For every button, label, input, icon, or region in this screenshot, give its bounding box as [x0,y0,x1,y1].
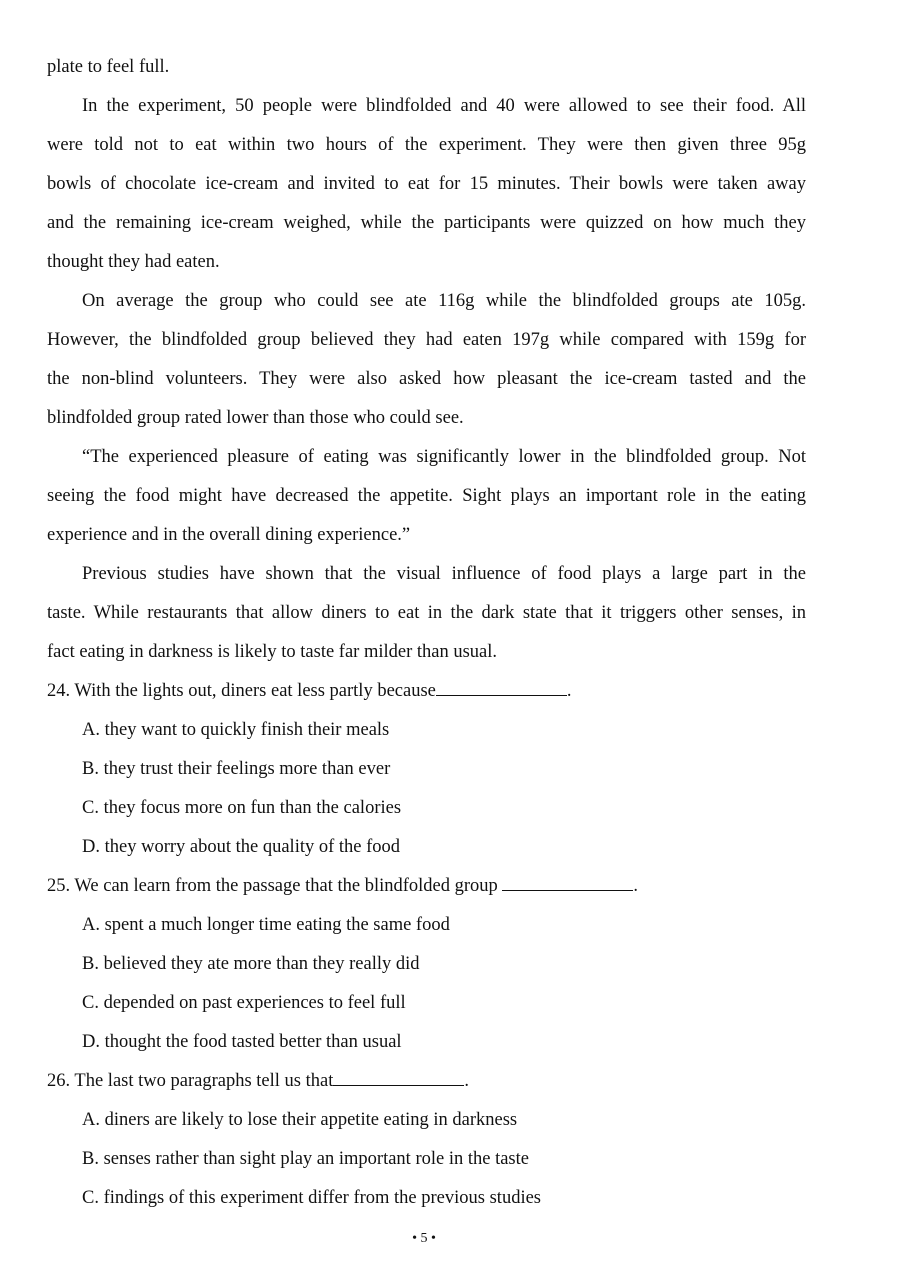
option-c[interactable]: C. findings of this experiment differ from the previous studies [82,1188,541,1208]
document-page [47,48,806,1218]
option-a[interactable]: A. spent a much longer time eating the same food [82,915,450,935]
question-stem-text: 24. With the lights out, diners eat less partly because [47,681,436,701]
passage-line: blindfolded group rated lower than those who could see. [47,408,464,428]
passage-line: were told not to eat within two hours of the experiment. They were then given three 95g [47,135,806,155]
passage-line: However, the blindfolded group believed they had eaten 197g while compared with 159g for [47,330,806,350]
option-a[interactable]: A. they want to quickly finish their meals [82,720,390,740]
option-b[interactable]: B. believed they ate more than they really did [82,954,420,974]
option-b[interactable]: B. senses rather than sight play an important role in the taste [82,1149,529,1169]
option-c[interactable]: C. depended on past experiences to feel full [82,993,406,1013]
passage-line: In the experiment, 50 people were blindfolded and 40 were allowed to see their food. All [82,96,806,116]
passage-line: taste. While restaurants that allow diners to eat in the dark state that it triggers other senses, in [47,603,806,623]
option-d[interactable]: D. they worry about the quality of the food [82,837,401,857]
page-number: • 5 • [412,1231,436,1246]
passage-line: seeing the food might have decreased the appetite. Sight plays an important role in the eating [47,486,806,506]
question-26 [47,1062,806,1218]
option-b[interactable]: B. they trust their feelings more than ever [82,759,391,779]
passage-line: plate to feel full. [47,57,170,77]
question-stem-text: 26. The last two paragraphs tell us that [47,1071,334,1091]
stem-period: . [464,1071,469,1091]
passage-line: bowls of chocolate ice-cream and invited to eat for 15 minutes. Their bowls were taken away [47,174,806,194]
option-c[interactable]: C. they focus more on fun than the calories [82,798,402,818]
question-stem [47,867,806,906]
passage-line: “The experienced pleasure of eating was significantly lower in the blindfolded group. Not [82,447,806,467]
passage-line: fact eating in darkness is likely to taste far milder than usual. [47,642,498,662]
passage-line: On average the group who could see ate 116g while the blindfolded groups ate 105g. [82,291,806,311]
question-stem [47,1062,806,1101]
passage-line: thought they had eaten. [47,252,220,272]
passage-line: experience and in the overall dining experience.” [47,525,411,545]
stem-period: . [566,681,572,701]
option-a[interactable]: A. diners are likely to lose their appetite eating in darkness [82,1110,518,1130]
passage [47,48,806,672]
question-25 [47,867,806,1062]
question-24 [47,672,806,867]
passage-line: and the remaining ice-cream weighed, while the participants were quizzed on how much they [47,213,806,233]
answer-blank [333,1070,464,1086]
question-stem [47,672,806,711]
stem-period: . [633,876,639,896]
option-d[interactable]: D. thought the food tasted better than usual [82,1032,402,1052]
passage-line: Previous studies have shown that the visual influence of food plays a large part in the [82,564,806,584]
question-stem-text: 25. We can learn from the passage that the blindfolded group [47,876,503,896]
passage-line: the non-blind volunteers. They were also asked how pleasant the ice-cream tasted and the [47,369,806,389]
answer-blank [502,875,633,891]
answer-blank [436,680,567,696]
